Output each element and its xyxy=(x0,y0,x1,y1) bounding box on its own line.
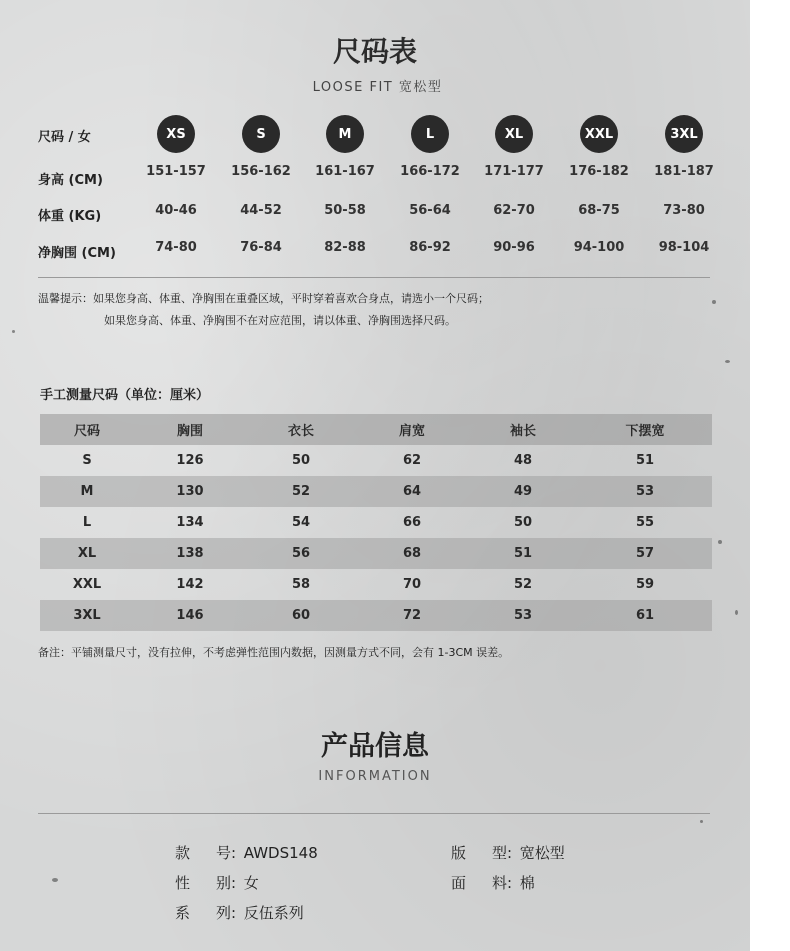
table-cell: 55 xyxy=(635,515,655,530)
table-cell: 61 xyxy=(635,608,655,623)
info-value: AWDS148 xyxy=(243,844,318,862)
table-row xyxy=(40,600,712,631)
info-key: 型: xyxy=(492,844,513,862)
table-cell: 50 xyxy=(291,453,311,468)
texture-speck xyxy=(712,300,716,304)
table-cell: XL xyxy=(77,546,97,561)
col-header-size: 尺码 xyxy=(73,424,100,439)
chest-label: 净胸围 (CM) xyxy=(38,246,116,261)
table-cell: 142 xyxy=(176,577,204,592)
table-cell: 51 xyxy=(635,453,655,468)
table-cell: 60 xyxy=(291,608,311,623)
weight-value: 68-75 xyxy=(578,203,620,218)
info-style-no xyxy=(175,842,318,863)
chest-value: 98-104 xyxy=(658,240,710,255)
col-header-chest: 胸围 xyxy=(176,424,203,439)
table-cell: 3XL xyxy=(73,608,101,623)
info-key: 号: xyxy=(216,844,237,862)
info-material xyxy=(451,872,535,893)
height-label: 身高 (CM) xyxy=(38,173,103,188)
size-chart-subtitle: LOOSE FIT 宽松型 xyxy=(312,80,443,95)
texture-speck xyxy=(725,360,730,363)
texture-speck xyxy=(700,820,703,823)
height-value: 176-182 xyxy=(569,164,629,179)
table-cell: 50 xyxy=(513,515,533,530)
weight-value: 56-64 xyxy=(409,203,451,218)
info-fit xyxy=(451,842,565,863)
table-cell: 126 xyxy=(176,453,204,468)
info-value: 宽松型 xyxy=(519,844,565,862)
chest-value: 94-100 xyxy=(573,240,625,255)
size-badge-3xl: 3XL xyxy=(665,115,703,153)
size-tip xyxy=(38,288,489,332)
table-cell: 134 xyxy=(176,515,204,530)
info-key: 面 xyxy=(451,874,467,892)
weight-value: 62-70 xyxy=(493,203,535,218)
table-cell: 57 xyxy=(635,546,655,561)
table-cell: 66 xyxy=(402,515,422,530)
col-header-sleeve: 袖长 xyxy=(509,424,536,439)
table-cell: 51 xyxy=(513,546,533,561)
chest-value: 86-92 xyxy=(409,240,451,255)
table-cell: 64 xyxy=(402,484,422,499)
measure-note: 备注：平铺测量尺寸，没有拉伸，不考虑弹性范围内数据，因测量方式不同，会有 1-3CM 误差。 xyxy=(38,646,510,659)
table-cell: 68 xyxy=(402,546,422,561)
texture-speck xyxy=(735,610,738,615)
info-key: 料: xyxy=(492,874,513,892)
height-value: 181-187 xyxy=(654,164,714,179)
table-row xyxy=(40,507,712,538)
height-value: 171-177 xyxy=(484,164,544,179)
height-value: 151-157 xyxy=(146,164,206,179)
table-header-row xyxy=(40,414,712,445)
size-badge-m: M xyxy=(326,115,364,153)
texture-speck xyxy=(718,540,722,544)
table-cell: 72 xyxy=(402,608,422,623)
weight-value: 40-46 xyxy=(155,203,197,218)
table-cell: 48 xyxy=(513,453,533,468)
col-header-length: 衣长 xyxy=(287,424,314,439)
info-value: 女 xyxy=(243,874,259,892)
size-badge-l: L xyxy=(411,115,449,153)
col-header-shoulder: 肩宽 xyxy=(398,424,425,439)
chest-value: 74-80 xyxy=(155,240,197,255)
height-value: 166-172 xyxy=(400,164,460,179)
height-value: 161-167 xyxy=(315,164,375,179)
table-cell: S xyxy=(82,453,92,468)
weight-label: 体重 (KG) xyxy=(38,209,102,224)
info-key: 性 xyxy=(175,874,191,892)
info-key: 版 xyxy=(451,844,467,862)
divider xyxy=(38,813,710,814)
table-cell: 56 xyxy=(291,546,311,561)
height-value: 156-162 xyxy=(231,164,291,179)
table-cell: 70 xyxy=(402,577,422,592)
size-chart-title: 尺码表 xyxy=(332,35,417,68)
size-badge-xs: XS xyxy=(157,115,195,153)
weight-value: 44-52 xyxy=(240,203,282,218)
info-gender xyxy=(175,872,259,893)
table-row xyxy=(40,445,712,476)
table-cell: 59 xyxy=(635,577,655,592)
table-row xyxy=(40,476,712,507)
info-key: 列: xyxy=(216,904,237,922)
product-info-subtitle: INFORMATION xyxy=(318,769,432,784)
weight-value: 73-80 xyxy=(663,203,705,218)
info-value: 反伍系列 xyxy=(243,904,304,922)
table-row xyxy=(40,569,712,600)
product-info-title: 产品信息 xyxy=(321,731,429,762)
table-cell: 52 xyxy=(513,577,533,592)
weight-value: 50-58 xyxy=(324,203,366,218)
table-cell: 54 xyxy=(291,515,311,530)
table-cell: 138 xyxy=(176,546,204,561)
table-cell: 53 xyxy=(635,484,655,499)
table-cell: 49 xyxy=(513,484,533,499)
info-value: 棉 xyxy=(519,874,535,892)
size-badge-s: S xyxy=(242,115,280,153)
measure-table-title: 手工测量尺码（单位：厘米） xyxy=(40,388,210,403)
info-key: 系 xyxy=(175,904,191,922)
size-tip-line2: 如果您身高、体重、净胸围不在对应范围，请以体重、净胸围选择尺码。 xyxy=(104,314,456,327)
texture-speck xyxy=(52,878,58,882)
size-header-label: 尺码 / 女 xyxy=(38,130,91,145)
table-cell: M xyxy=(80,484,94,499)
table-cell: 52 xyxy=(291,484,311,499)
table-cell: 62 xyxy=(402,453,422,468)
size-tip-line1: 温馨提示：如果您身高、体重、净胸围在重叠区域，平时穿着喜欢合身点，请选小一个尺码； xyxy=(38,292,489,305)
measure-table xyxy=(40,414,712,631)
size-badge-xl: XL xyxy=(495,115,533,153)
table-cell: L xyxy=(82,515,92,530)
divider xyxy=(38,277,710,278)
table-cell: 58 xyxy=(291,577,311,592)
col-header-hem: 下摆宽 xyxy=(625,424,665,439)
texture-speck xyxy=(12,330,15,333)
info-key: 别: xyxy=(216,874,237,892)
info-key: 款 xyxy=(175,844,191,862)
table-cell: 146 xyxy=(176,608,204,623)
chest-value: 90-96 xyxy=(493,240,535,255)
chest-value: 82-88 xyxy=(324,240,366,255)
table-cell: 53 xyxy=(513,608,533,623)
info-series xyxy=(175,902,304,923)
table-cell: XXL xyxy=(72,577,102,592)
chest-value: 76-84 xyxy=(240,240,282,255)
table-row xyxy=(40,538,712,569)
table-cell: 130 xyxy=(176,484,204,499)
size-badge-xxl: XXL xyxy=(580,115,618,153)
